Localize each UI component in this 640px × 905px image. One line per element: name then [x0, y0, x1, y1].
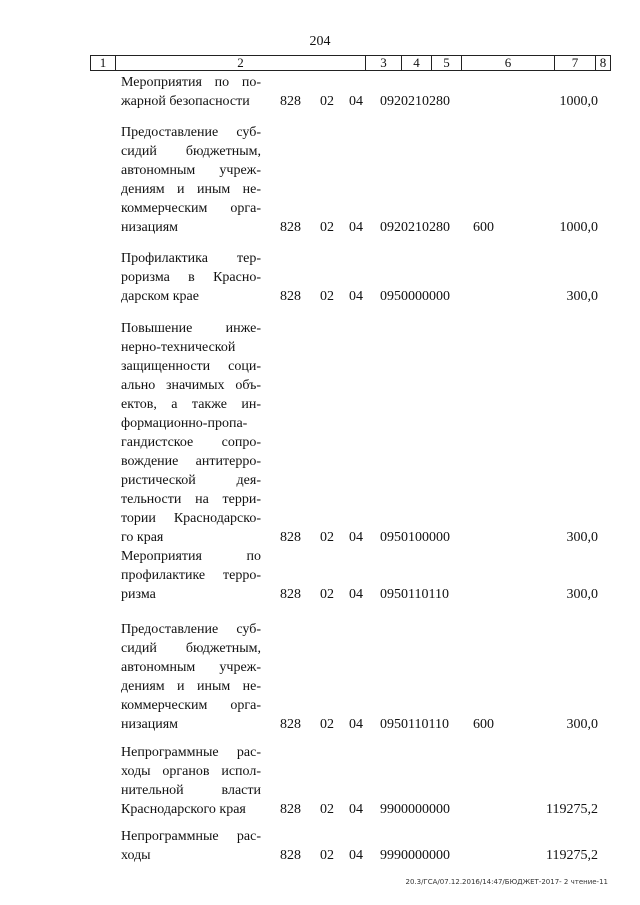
- row-cell-c7: 600: [473, 220, 494, 235]
- row-cell-c8: 119275,2: [546, 802, 598, 817]
- row-name-line: сидий бюджетным,: [121, 641, 261, 656]
- row-cell-c8: 300,0: [566, 289, 598, 304]
- row-name-line: Непрограммные рас-: [121, 745, 261, 760]
- row-name-line: Мероприятия по: [121, 549, 261, 564]
- row-cell-c5: 04: [349, 802, 363, 817]
- row-cell-c5: 04: [349, 530, 363, 545]
- row-name-line: ходы: [121, 848, 151, 863]
- row-cell-c5: 04: [349, 289, 363, 304]
- row-cell-c4: 02: [320, 587, 334, 602]
- row-cell-c3: 828: [280, 289, 301, 304]
- row-name-line: го края: [121, 530, 164, 545]
- row-cell-c4: 02: [320, 530, 334, 545]
- row-cell-c3: 828: [280, 530, 301, 545]
- header-col-2: 2: [116, 56, 366, 70]
- header-col-7: 7: [555, 56, 596, 70]
- row-name-line: вождение антитерро-: [121, 454, 261, 469]
- row-name: [121, 123, 261, 237]
- row-cell-c6: 0920210280: [380, 220, 450, 235]
- header-col-6: 6: [462, 56, 555, 70]
- row-cell-c4: 02: [320, 802, 334, 817]
- row-cell-c8: 300,0: [566, 530, 598, 545]
- row-name-line: роризма в Красно-: [121, 270, 261, 285]
- row-cell-c6: 0950110110: [380, 587, 449, 602]
- row-name-line: Мероприятия по по-: [121, 75, 261, 90]
- row-cell-c5: 04: [349, 717, 363, 732]
- row-name-line: автономным учреж-: [121, 660, 261, 675]
- row-name-line: сидий бюджетным,: [121, 144, 261, 159]
- row-cell-c6: 9990000000: [380, 848, 450, 863]
- row-name-line: ризма: [121, 587, 156, 602]
- row-name-line: коммерческим орга-: [121, 698, 261, 713]
- row-cell-c5: 04: [349, 848, 363, 863]
- row-cell-c5: 04: [349, 220, 363, 235]
- row-name-line: Краснодарского края: [121, 802, 246, 817]
- row-cell-c3: 828: [280, 94, 301, 109]
- row-name-line: Профилактика тер-: [121, 251, 261, 266]
- row-cell-c4: 02: [320, 94, 334, 109]
- row-name-line: формационно-пропа-: [121, 416, 248, 431]
- header-col-8: 8: [599, 55, 607, 70]
- row-name: [121, 620, 261, 734]
- row-name-line: ристической дея-: [121, 473, 261, 488]
- row-cell-c4: 02: [320, 717, 334, 732]
- row-name-line: дениям и иным не-: [121, 679, 261, 694]
- row-cell-c6: 0950000000: [380, 289, 450, 304]
- row-name-line: жарной безопасности: [121, 94, 250, 109]
- row-cell-c8: 1000,0: [559, 94, 598, 109]
- row-name-line: Предоставление суб-: [121, 622, 261, 637]
- row-name-line: коммерческим орга-: [121, 201, 261, 216]
- row-cell-c3: 828: [280, 220, 301, 235]
- row-name: [121, 249, 261, 306]
- row-name-line: ходы органов испол-: [121, 764, 261, 779]
- row-name: [121, 319, 261, 547]
- row-name-line: тельности на терри-: [121, 492, 261, 507]
- row-name-line: тории Краснодарско-: [121, 511, 261, 526]
- row-name-line: Повышение инже-: [121, 321, 261, 336]
- row-name-line: автономным учреж-: [121, 163, 261, 178]
- row-name-line: защищенности соци-: [121, 359, 261, 374]
- row-name-line: дениям и иным не-: [121, 182, 261, 197]
- row-cell-c5: 04: [349, 94, 363, 109]
- header-col-4: 4: [402, 56, 432, 70]
- row-name-line: нерно-технической: [121, 340, 236, 355]
- row-name: [121, 827, 261, 865]
- row-name-line: низациям: [121, 220, 179, 235]
- row-cell-c8: 300,0: [566, 587, 598, 602]
- row-cell-c3: 828: [280, 717, 301, 732]
- row-name-line: низациям: [121, 717, 179, 732]
- row-name-line: гандистское сопро-: [121, 435, 261, 450]
- row-name: [121, 73, 261, 111]
- row-name-line: ально значимых объ-: [121, 378, 261, 393]
- row-name-line: дарском крае: [121, 289, 199, 304]
- table-header: [90, 55, 611, 71]
- row-cell-c7: 600: [473, 717, 494, 732]
- page-number: 204: [309, 34, 331, 49]
- row-cell-c6: 0950110110: [380, 717, 449, 732]
- row-cell-c6: 0950100000: [380, 530, 450, 545]
- header-col-1: 1: [91, 56, 116, 70]
- document-footer: 20.3/ГСА/07.12.2016/14:47/БЮДЖЕТ-2017- 2 чтение-11: [405, 878, 608, 886]
- row-name-line: Предоставление суб-: [121, 125, 261, 140]
- row-cell-c5: 04: [349, 587, 363, 602]
- header-col-3: 3: [366, 56, 402, 70]
- row-cell-c8: 300,0: [566, 717, 598, 732]
- row-cell-c3: 828: [280, 587, 301, 602]
- row-cell-c4: 02: [320, 289, 334, 304]
- row-cell-c4: 02: [320, 848, 334, 863]
- row-name-line: профилактике терро-: [121, 568, 261, 583]
- row-cell-c6: 9900000000: [380, 802, 450, 817]
- row-name-line: нительной власти: [121, 783, 261, 798]
- row-cell-c8: 1000,0: [559, 220, 598, 235]
- row-name: [121, 743, 261, 819]
- row-name-line: Непрограммные рас-: [121, 829, 261, 844]
- row-cell-c4: 02: [320, 220, 334, 235]
- row-cell-c3: 828: [280, 802, 301, 817]
- row-name-line: ектов, а также ин-: [121, 397, 261, 412]
- row-cell-c6: 0920210280: [380, 94, 450, 109]
- row-cell-c8: 119275,2: [546, 848, 598, 863]
- header-col-5: 5: [432, 56, 462, 70]
- row-name: [121, 547, 261, 604]
- row-cell-c3: 828: [280, 848, 301, 863]
